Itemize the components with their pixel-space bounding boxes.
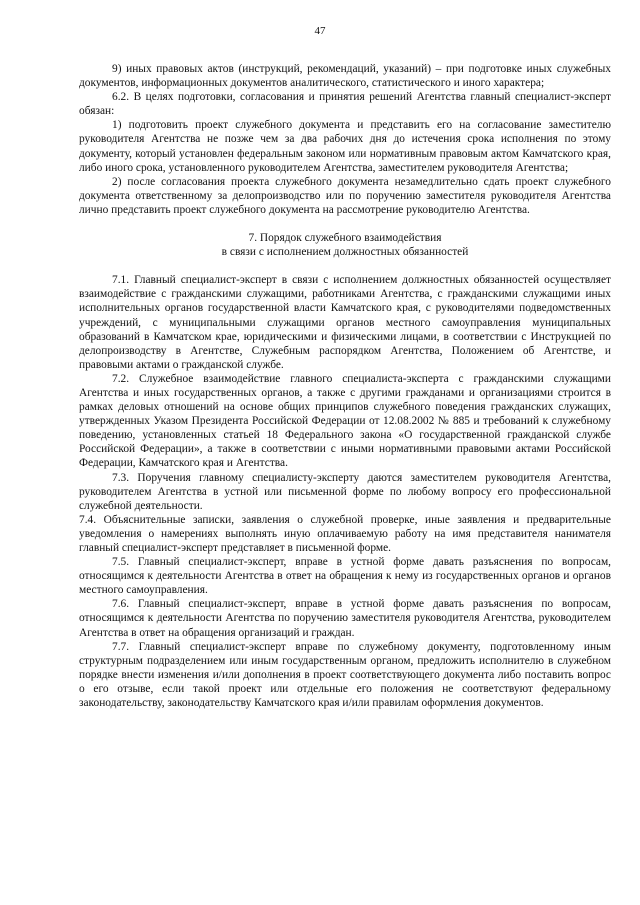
paragraph: 1) подготовить проект служебного документа и представить его на согласование заместителю руководителя Агентства не позже чем за два рабочих дня до истечения срока исполнения по этому документу, который установлен федеральным законом или нормативным правовым актом Камчатского края, либо иного срока, установленного руководителем Агентства, заместителем руководителя Агентства; [79, 119, 611, 174]
paragraph: 7.1. Главный специалист-эксперт в связи с исполнением должностных обязанностей осуществляет взаимодействие с гражданскими служащими, работниками Агентства, с гражданскими служащими иных исполнительных органов государственной власти Камчатского края, с руководителями подведомственных учреждений, с муниципальными служащими органов местного самоуправления муниципальных образований в Камчатском крае, юридическими и физическими лицами, в соответствии с Инструкцией по делопроизводству в Агентстве, Служебным распорядком Агентства, Положением об Агентстве, и правовыми актами о гражданской службе. [79, 274, 611, 371]
paragraphs-top [79, 62, 611, 217]
document-body [79, 62, 611, 710]
paragraph: 7.5. Главный специалист-эксперт, вправе в устной форме давать разъяснения по вопросам, относящимся к деятельности Агентства в ответ на обращения к нему из государственных органов и органов местного самоуправления. [79, 556, 611, 597]
page-number: 47 [314, 25, 326, 37]
section-heading-line-2: в связи с исполнением должностных обязанностей [221, 246, 469, 259]
paragraphs-bottom [79, 273, 611, 710]
paragraph: 7.6. Главный специалист-эксперт, вправе в устной форме давать разъяснения по вопросам, относящимся к деятельности Агентства по поручению заместителя руководителя Агентства, руководителем Агентства в ответ на обращения организаций и граждан. [79, 598, 611, 639]
section-heading-line-1: 7. Порядок служебного взаимодействия [248, 232, 442, 245]
paragraph: 6.2. В целях подготовки, согласования и принятия решений Агентства главный специалист-эксперт обязан: [79, 91, 611, 118]
paragraph: 7.2. Служебное взаимодействие главного специалиста-эксперта с гражданскими служащими Агентства и иных государственных органов, а также с другими гражданами и организациями строится в рамках деловых отношений на основе общих принципов служебного поведения гражданских служащих, утвержденных Указом Президента Российской Федерации от 12.08.2002 № 885 и требований к служебному поведению, установленных статьей 18 Федерального закона «О государственной гражданской службе Российской Федерации», а также в соответствии с иными нормативными правовыми актами Российской Федерации, Камчатского края и Агентства. [79, 372, 611, 470]
paragraph: 7.7. Главный специалист-эксперт вправе по служебному документу, подготовленному иным структурным подразделением или иным государственным органом, предложить исполнителю в служебном порядке внести изменения и/или дополнения в проект соответствующего документа либо поставить вопрос о его отзыве, если такой проект или отдельные его положения не соответствуют федеральному законодательству, законодательству Камчатского края и/или правилам оформления документов. [79, 640, 611, 710]
section-heading [79, 231, 611, 259]
paragraph: 2) после согласования проекта служебного документа незамедлительно сдать проект служебного документа ответственному за делопроизводство или по поручению заместителя руководителя Агентства лично представить проект служебного документа на рассмотрение руководителю Агентства. [79, 175, 611, 216]
paragraph: 7.3. Поручения главному специалисту-эксперту даются заместителем руководителя Агентства, руководителем Агентства в устной или письменной форме по любому вопросу его профессиональной служебной деятельности. [79, 471, 611, 512]
paragraph: 9) иных правовых актов (инструкций, рекомендаций, указаний) – при подготовке иных служебных документов, информационных документов аналитического, статистического и иного характера; [79, 63, 611, 90]
paragraph: 7.4. Объяснительные записки, заявления о служебной проверке, иные заявления и предварительные уведомления о намерениях выполнять иную оплачиваемую работу на имя представителя нанимателя главный специалист-эксперт представляет в письменной форме. [79, 513, 611, 554]
